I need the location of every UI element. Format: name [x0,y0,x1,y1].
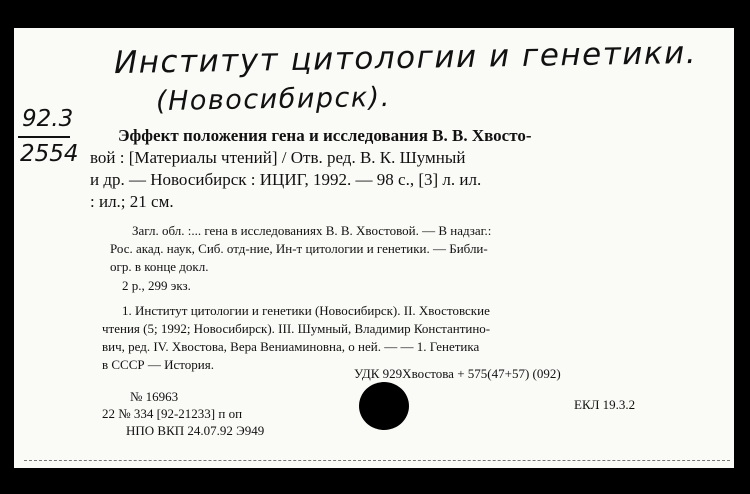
order-info: 22 № 334 [92-21233] п оп [102,406,243,421]
udk-code: УДК 929Хвостова + 575(47+57) (092) [354,366,561,381]
record-line-3: и др. — Новосибирск : ИЦИГ, 1992. — 98 с., [3] л. ил. [90,170,482,189]
record-title-line: Эффект положения гена и исследования В. В. Хвосто- [118,126,532,145]
note-line-3: огр. в конце докл. [110,259,209,274]
record-line-4: : ил.; 21 см. [90,192,174,211]
note-line-1: Загл. обл. :... гена в исследованиях В. В. Хвостовой. — В надзаг.: [132,223,492,238]
record-line-2: вой : [Материалы чтений] / Отв. ред. В. К. Шумный [90,148,466,167]
handwritten-city: (Новосибирск). [155,81,392,118]
handwritten-heading: Институт цитологии и генетики. [113,34,698,82]
card-bottom-edge [24,460,730,461]
ekl-code: ЕКЛ 19.3.2 [574,397,636,412]
punch-hole [359,382,409,430]
tracing-line-1: 1. Институт цитологии и генетики (Новосибирск). II. Хвостовские [122,303,490,318]
tracing-line-2: чтения (5; 1992; Новосибирск). III. Шумный, Владимир Константино- [102,321,491,336]
tracing-line-3: вич, ред. IV. Хвостова, Вера Вениаминовна, о ней. — — 1. Генетика [102,339,480,354]
tracing-line-4: в СССР — История. [102,357,214,372]
printer-info: НПО ВКП 24.07.92 Э949 [126,423,265,438]
catalog-card [14,28,734,468]
note-line-2: Рос. акад. наук, Сиб. отд-ние, Ин-т цитологии и генетики. — Библи- [110,241,488,256]
price-line: 2 р., 299 экз. [122,278,191,293]
shelf-mark-top: 92.3 [22,106,74,132]
shelf-mark-divider [18,136,70,138]
card-number: № 16963 [130,389,179,404]
shelf-mark-bottom: 2554 [20,141,79,167]
